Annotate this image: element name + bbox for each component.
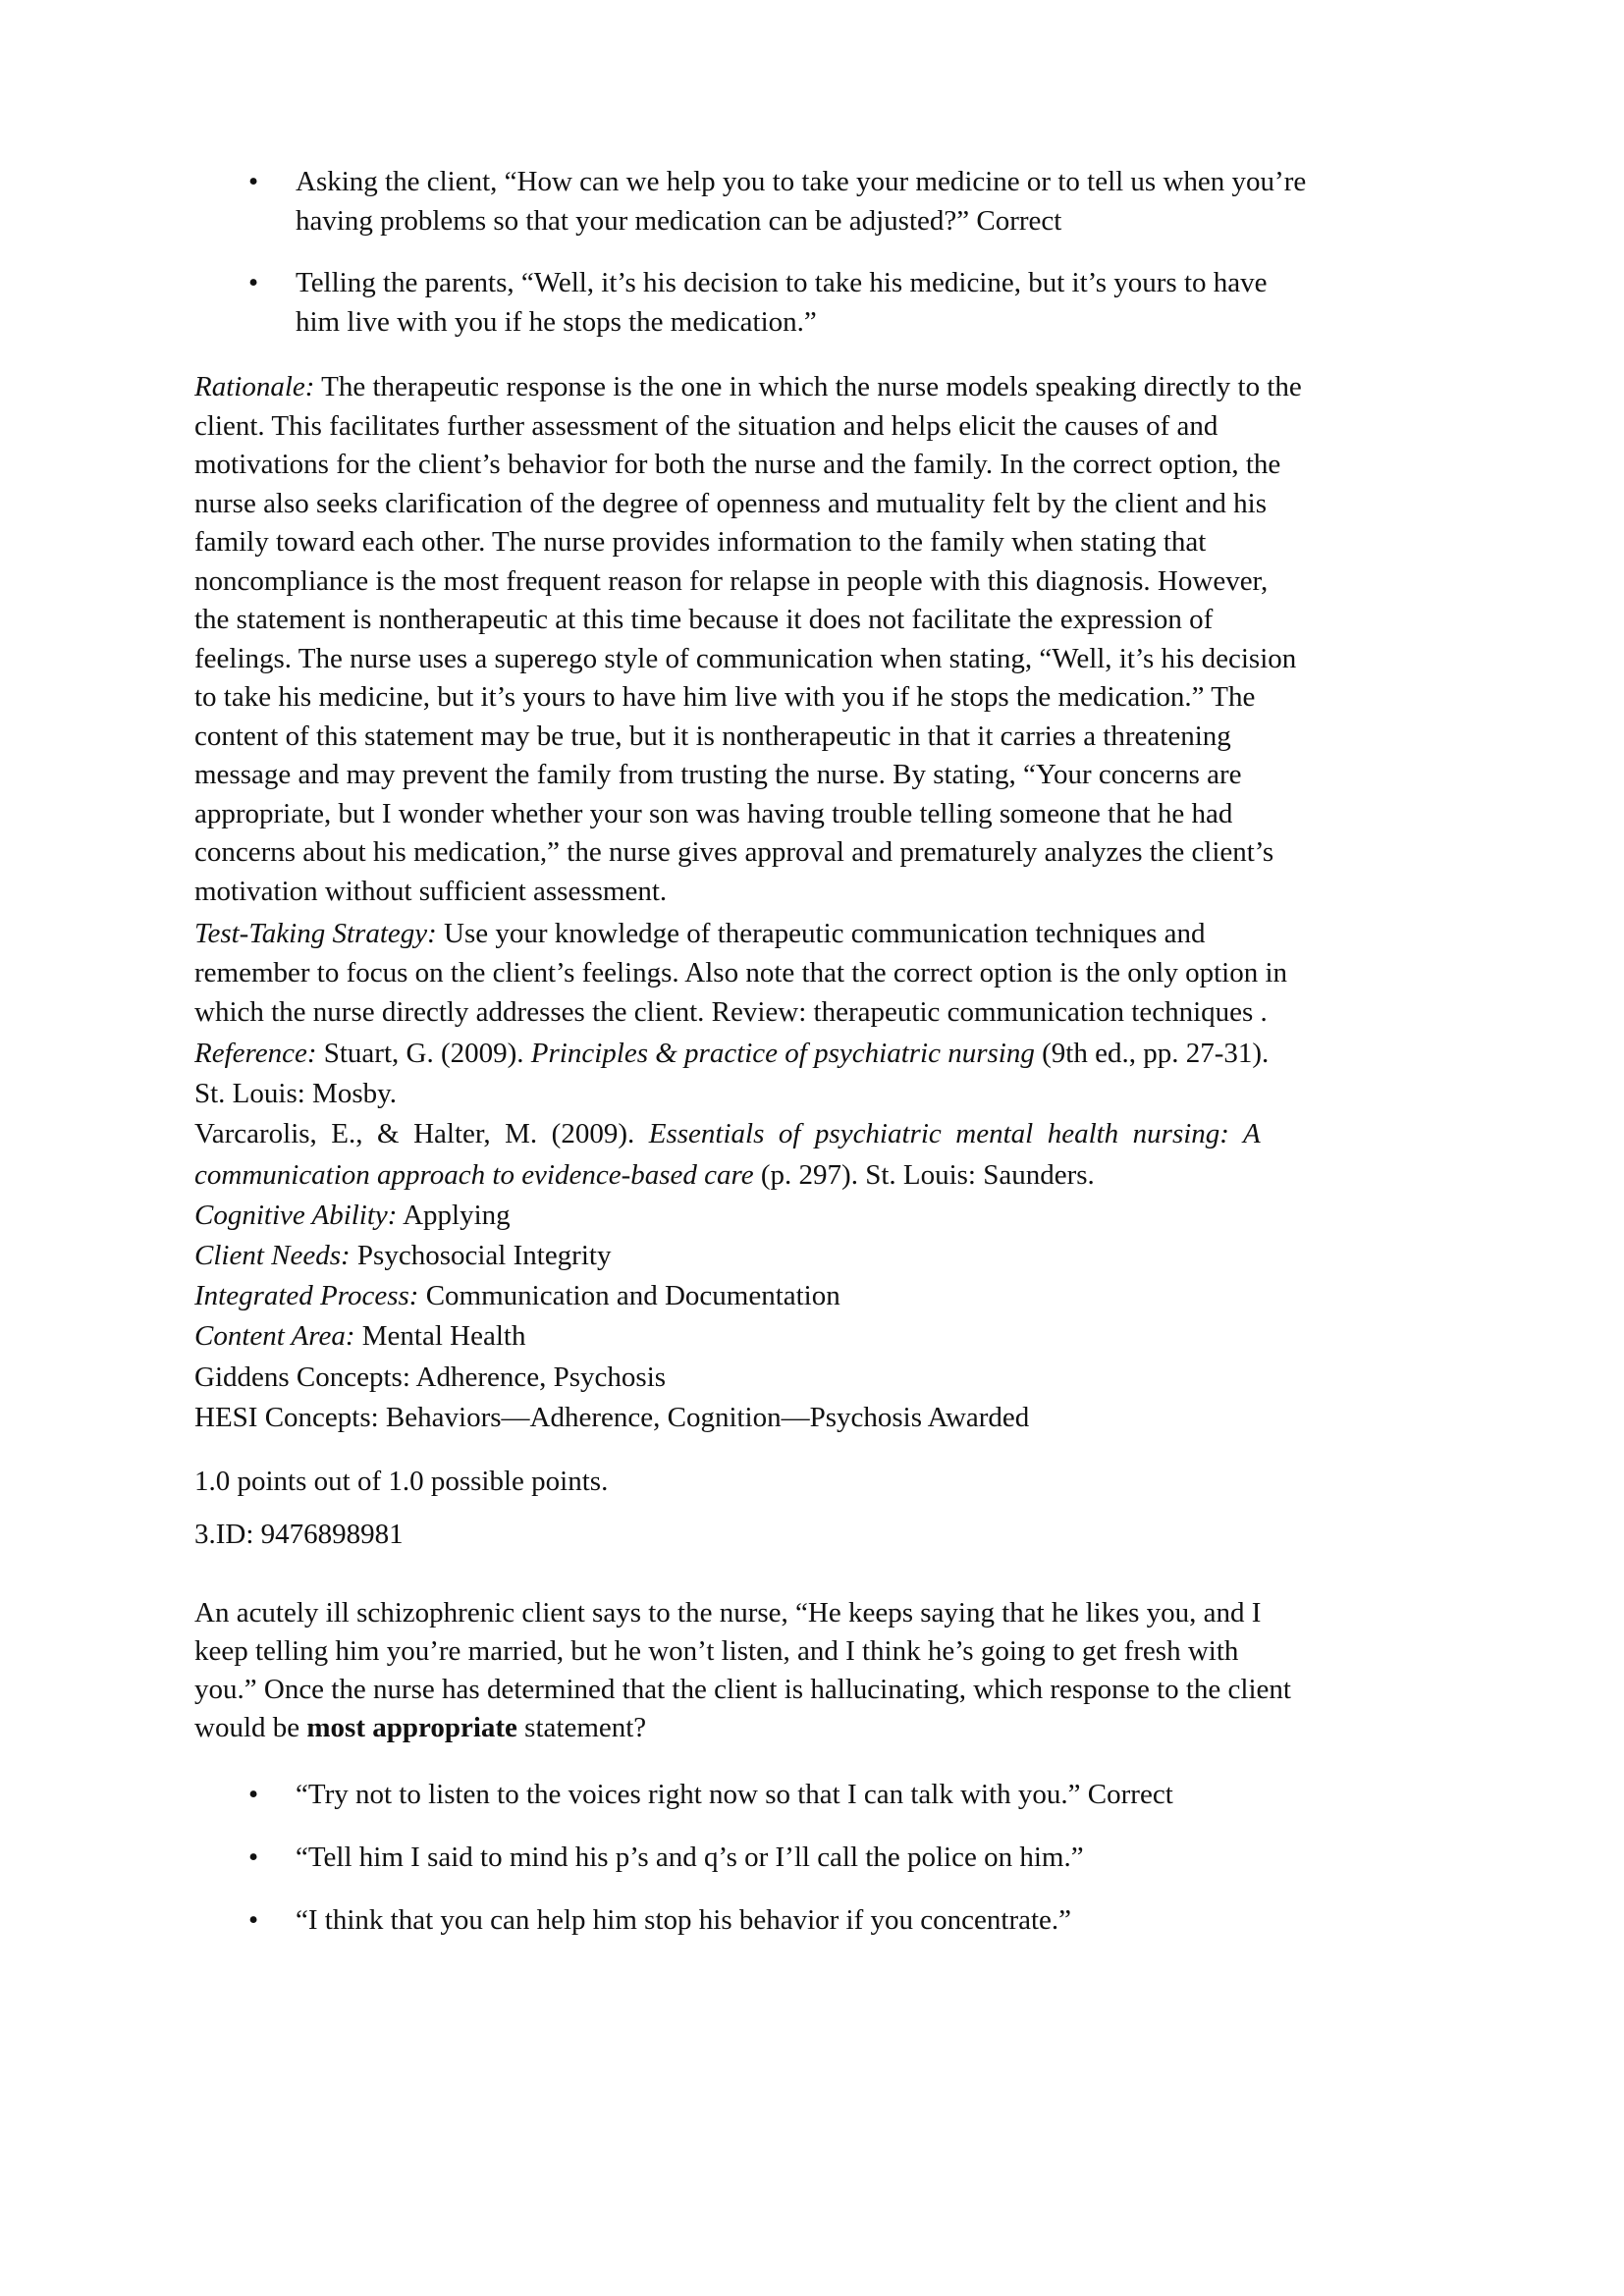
question-id [194,1515,1471,1554]
text-line [194,953,1471,992]
text-segment: Applying [397,1199,511,1231]
text-segment: Stuart, G. (2009). [316,1038,531,1069]
text-segment: Telling the parents, “Well, it’s his decision to take his medicine, but it’s yours to have [296,267,1268,298]
bullet-icon: • [248,267,259,298]
italic-label: Client Needs: [194,1240,351,1272]
text-line [194,756,1471,795]
option-text [296,163,1474,240]
rationale-paragraph [194,368,1471,911]
italic-label: Essentials of psychiatric mental health nursing: A [648,1118,1261,1150]
text-line [194,718,1471,757]
text-line [194,1155,1471,1196]
text-segment: him live with you if he stops the medication.” [296,305,817,338]
text-line [296,303,1474,343]
text-segment: client. This facilitates further assessment of the situation and helps elicit the causes of and [194,409,1218,442]
text-line [194,678,1471,718]
bullet-icon: • [248,166,259,197]
option-text [296,264,1474,342]
text-segment: “I think that you can help him stop his behavior if you concentrate.” [296,1904,1072,1936]
bold-text: most appropriate [306,1712,517,1743]
option-text [296,1838,1474,1877]
score-text [194,1462,1471,1501]
bullet-icon: • [248,1842,259,1873]
text-segment: (p. 297). St. Louis: Saunders. [753,1158,1095,1191]
text-segment: Mental Health [354,1320,526,1353]
text-segment: which the nurse directly addresses the client. Review: therapeutic communication techniques . [194,996,1268,1028]
text-line [194,1398,1471,1438]
text-segment: 1.0 points out of 1.0 possible points. [194,1466,609,1497]
text-line [296,264,1474,303]
text-line [194,1594,1471,1632]
bullet-icon: • [248,1904,259,1936]
text-line [194,873,1471,912]
text-segment: noncompliance is the most frequent reason for relapse in people with this diagnosis. However, [194,564,1269,597]
text-line [194,1276,1471,1316]
text-line [194,795,1471,834]
text-line [194,1671,1471,1709]
text-line [194,1632,1471,1671]
text-segment: statement? [516,1712,647,1743]
text-line [296,1838,1474,1877]
text-segment: “Tell him I said to mind his p’s and q’s or I’ll call the police on him.” [296,1842,1084,1873]
text-segment: concerns about his medication,” the nurse gives approval and prematurely analyzes the client’s [194,836,1274,868]
text-segment: motivation without sufficient assessment. [194,875,668,907]
text-segment: Communication and Documentation [418,1280,840,1312]
italic-label: Content Area: [194,1320,355,1353]
text-line [194,640,1471,679]
question-stem [194,1594,1471,1747]
text-line [296,163,1474,202]
test-taking-strategy [194,914,1471,1032]
text-line [194,562,1471,602]
text-line [194,1074,1471,1114]
text-line [194,368,1471,407]
text-segment: 3.ID: 9476898981 [194,1519,404,1550]
text-segment: Giddens Concepts: Adherence, Psychosis [194,1361,667,1393]
bullet-icon: • [248,1779,259,1810]
text-segment: feelings. The nurse uses a superego style of communication when stating, “Well, it’s his decision [194,642,1297,674]
text-line [194,1114,1471,1154]
text-segment: having problems so that your medication can be adjusted?” Correct [296,204,1062,237]
text-line [194,833,1471,873]
text-line [296,1775,1474,1814]
text-segment: HESI Concepts: Behaviors—Adherence, Cognition—Psychosis Awarded [194,1401,1030,1433]
text-segment: Use your knowledge of therapeutic communication techniques and [436,918,1206,949]
option-text [296,1775,1474,1814]
italic-label: Integrated Process: [194,1280,419,1312]
text-line [194,407,1471,447]
text-line [296,202,1474,241]
text-line [194,992,1471,1032]
text-line [194,1709,1471,1747]
text-segment: you.” Once the nurse has determined that the client is hallucinating, which response to the client [194,1674,1291,1705]
text-line [194,1462,1471,1501]
text-segment: St. Louis: Mosby. [194,1078,397,1110]
text-line [194,914,1471,953]
italic-label: Test-Taking Strategy: [194,918,437,949]
text-line [194,446,1471,485]
text-segment: message and may prevent the family from trusting the nurse. By stating, “Your concerns are [194,759,1242,790]
text-segment: to take his medicine, but it’s yours to have him live with you if he stops the medication.” The [194,681,1256,713]
text-segment: “Try not to listen to the voices right now so that I can talk with you.” Correct [296,1779,1173,1810]
text-segment: (9th ed., pp. 27-31). [1034,1038,1270,1069]
text-segment: would be [194,1712,307,1743]
option-text [296,1900,1474,1940]
text-segment: An acutely ill schizophrenic client says to the nurse, “He keeps saying that he likes you, and I [194,1597,1262,1629]
text-line [194,1358,1471,1398]
text-segment: the statement is nontherapeutic at this time because it does not facilitate the expression of [194,604,1214,635]
text-line [194,1316,1471,1357]
italic-label: Rationale: [194,371,315,402]
italic-label: communication approach to evidence-based care [194,1158,754,1191]
text-segment: The therapeutic response is the one in which the nurse models speaking directly to the [314,371,1302,402]
text-segment: keep telling him you’re married, but he won’t listen, and I think he’s going to get fresh with [194,1635,1239,1667]
text-line [194,1236,1471,1276]
text-line [194,1196,1471,1236]
text-segment: family toward each other. The nurse provides information to the family when stating that [194,526,1207,558]
text-segment: appropriate, but I wonder whether your son was having trouble telling someone that he had [194,797,1233,829]
italic-label: Principles & practice of psychiatric nursing [530,1038,1035,1069]
text-line [194,1515,1471,1554]
text-line [194,601,1471,640]
text-line [194,485,1471,524]
text-line [194,523,1471,562]
italic-label: Reference: [194,1038,317,1069]
text-segment: Psychosocial Integrity [350,1240,612,1272]
italic-label: Cognitive Ability: [194,1199,398,1231]
text-segment: motivations for the client’s behavior for both the nurse and the family. In the correct option, the [194,449,1281,480]
text-line [194,1034,1471,1074]
text-line [296,1900,1474,1940]
question-metadata [194,1034,1471,1438]
text-segment: nurse also seeks clarification of the degree of openness and mutuality felt by the client and his [194,487,1267,519]
text-segment: Asking the client, “How can we help you to take your medicine or to tell us when you’re [296,166,1307,197]
text-segment: Varcarolis, E., & Halter, M. (2009). [194,1118,649,1150]
text-segment: remember to focus on the client’s feelings. Also note that the correct option is the only option in [194,957,1288,988]
text-segment: content of this statement may be true, but it is nontherapeutic in that it carries a threatening [194,720,1231,752]
